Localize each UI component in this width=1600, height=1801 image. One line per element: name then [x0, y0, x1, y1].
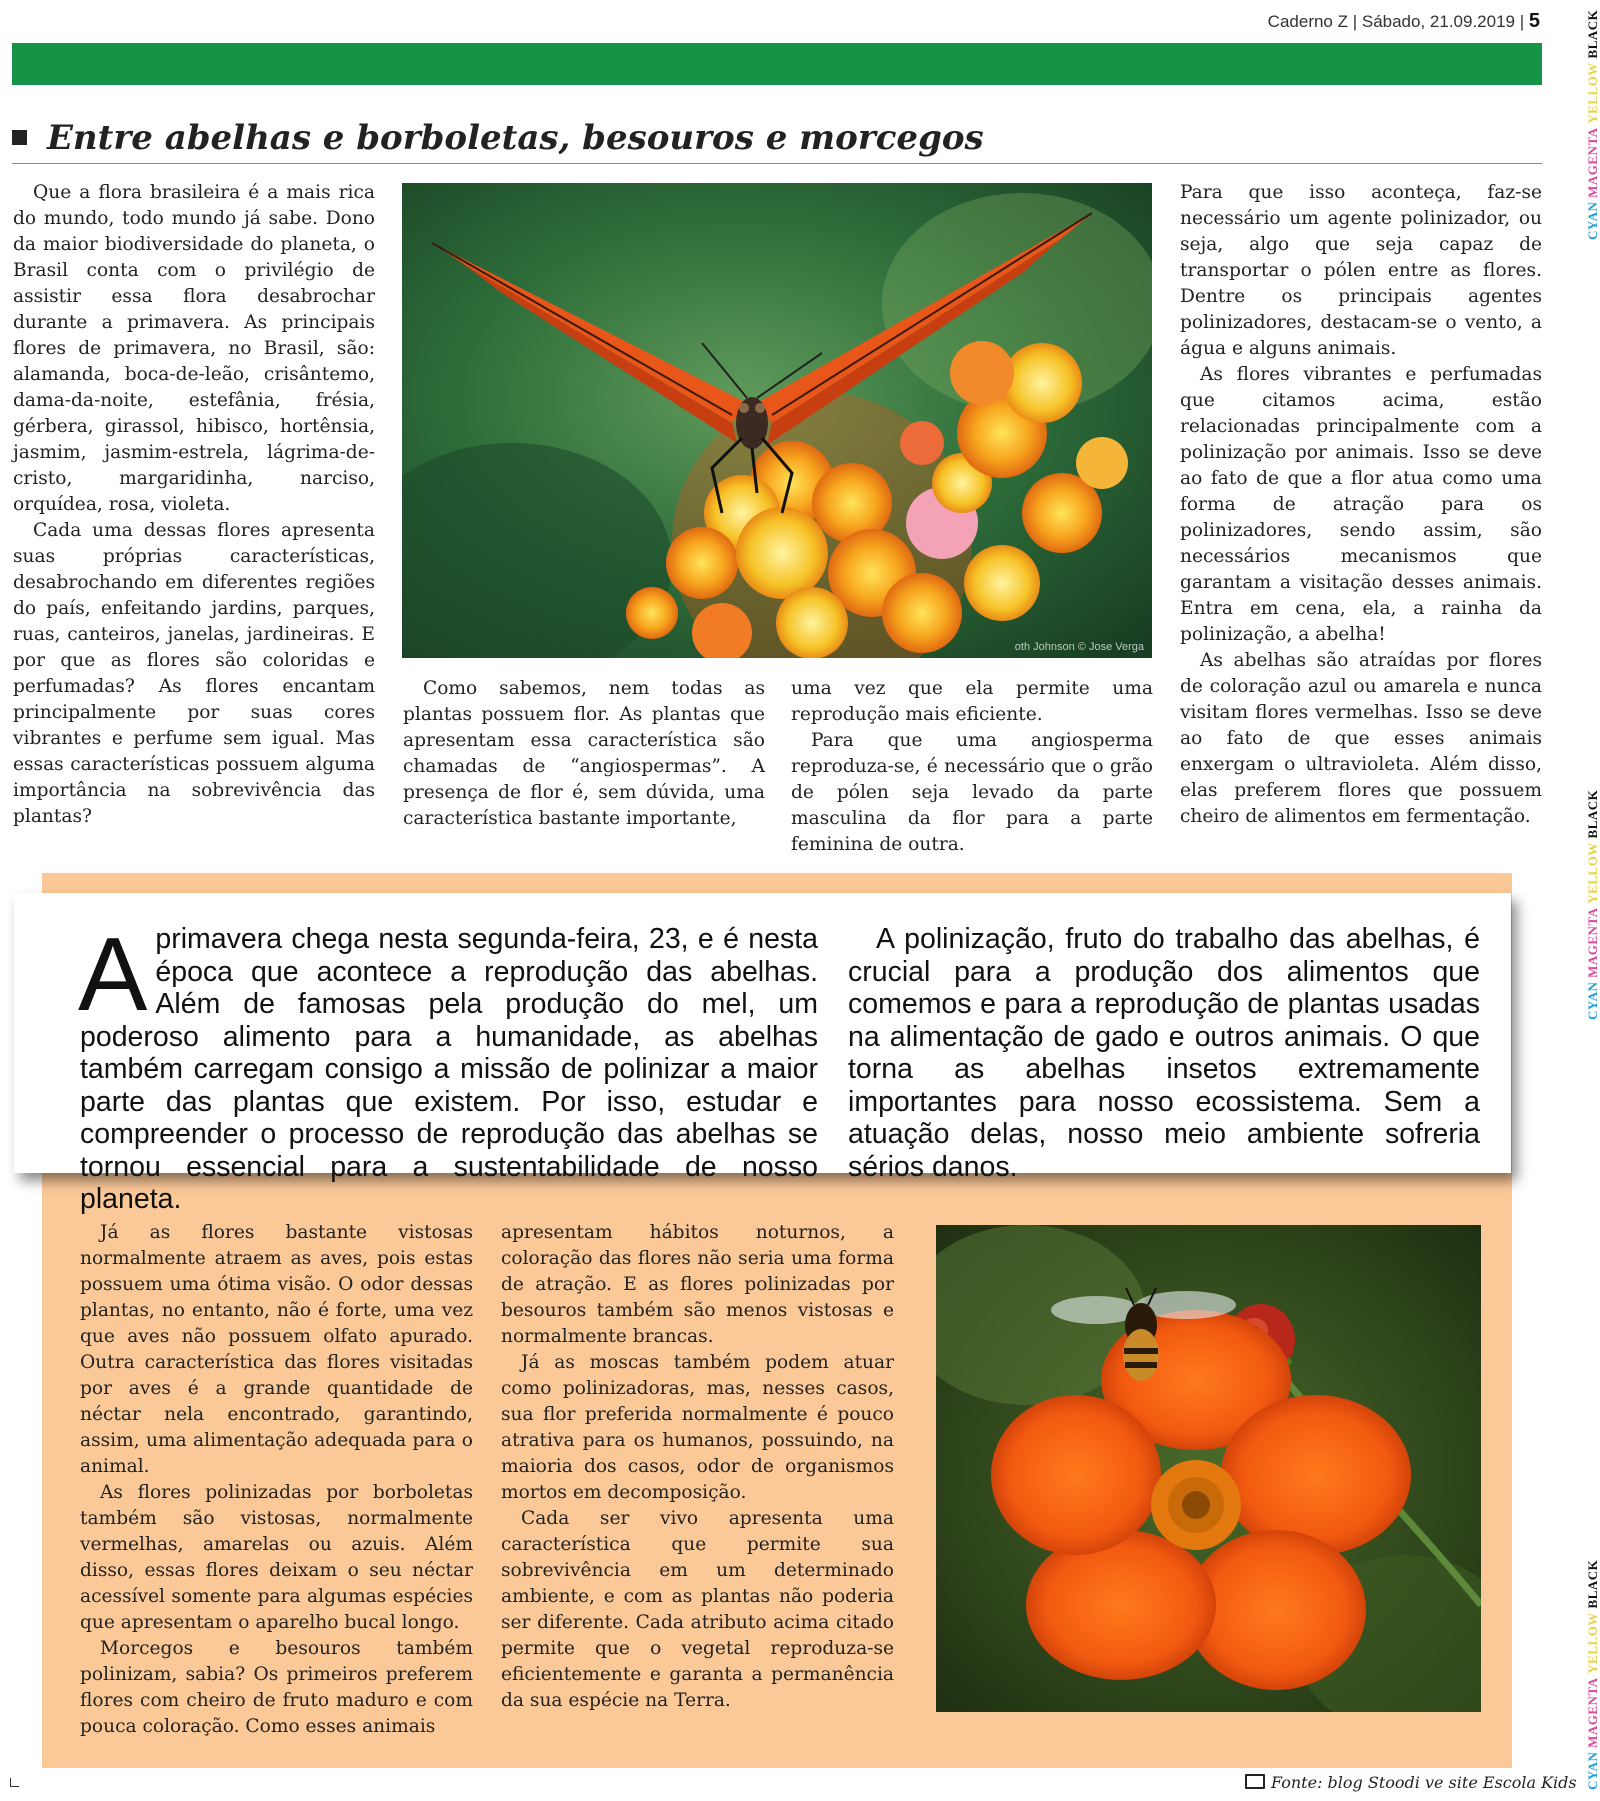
paragraph: As flores polinizadas por borboletas também são vistosas, normalmente vermelhas, amarelas ou azuis. Além disso, essas flores deixam o seu néctar acessível somente para algumas espécies que apresentam o aparelho bucal longo.	[80, 1482, 473, 1633]
butterfly-image	[402, 183, 1152, 658]
cmyk-color-mark: CYAN MAGENTA YELLOW BLACK	[1585, 9, 1600, 240]
headline	[12, 118, 1542, 158]
article-column-1	[13, 180, 375, 830]
headline-text: Entre abelhas e borboletas, besouros e morcegos	[47, 118, 984, 158]
source-text: Fonte: blog Stoodi ve site Escola Kids	[1271, 1773, 1577, 1792]
paragraph: Para que uma angiosperma reproduza-se, é necessário que o grão de pólen seja levado da parte masculina da flor para a parte feminina de outra.	[791, 730, 1153, 855]
intro-text-left	[78, 917, 818, 1216]
cmyk-color-mark: CYAN MAGENTA YELLOW BLACK	[1585, 1559, 1600, 1790]
paragraph: Cada uma dessas flores apresenta suas próprias características, desabrochando em diferentes regiões do país, enfeitando jardins, parques, ruas, canteiros, janelas, jardineiras. E por que as flores são coloridas e perfumadas? As flores encantam principalmente por suas cores vibrantes e perfume sem igual. Mas essas características possuem alguma importância na sobrevivência das plantas?	[13, 520, 375, 827]
intro-text-right	[848, 923, 1480, 1183]
crop-mark	[10, 1778, 19, 1787]
cmyk-color-mark: CYAN MAGENTA YELLOW BLACK	[1585, 789, 1600, 1020]
section-date: Caderno Z | Sábado, 21.09.2019 |	[1267, 12, 1525, 31]
paragraph: As abelhas são atraídas por flores de coloração azul ou amarela e nunca visitam flores vermelhas. Isso se deve ao fato de que esses animais enxergam o ultravioleta. Além disso, elas preferem flores que possuem cheiro de alimentos em fermentação.	[1180, 650, 1542, 827]
article-column-4	[1180, 180, 1542, 830]
paragraph: As flores vibrantes e perfumadas que citamos acima, estão relacionadas principalmente com a polinização por animais. Isso se deve ao fato de que a flor atua como uma forma de atração para os polinizadores, sendo assim, são necessários mecanismos que garantam a visitação desses animais. Entra em cena, ela, a rainha da polinização, a abelha!	[1180, 364, 1542, 645]
green-banner-bar	[12, 43, 1542, 85]
article-column-3	[791, 676, 1153, 858]
article-column-6	[501, 1220, 894, 1714]
paragraph: Como sabemos, nem todas as plantas possuem flor. As plantas que apresentam essa característica são chamadas de “angiospermas”. A presença de flor é, sem dúvida, uma característica bastante importante,	[403, 678, 765, 829]
paragraph: Já as flores bastante vistosas normalmente atraem as aves, pois estas possuem uma ótima visão. O odor dessas plantas, no entanto, não é forte, uma vez que aves não possuem olfato apurado. Outra característica das flores visitadas por aves é a grande quantidade de néctar nela encontrado, garantindo, assim, uma alimentação adequada para o animal.	[80, 1222, 473, 1477]
source-footer	[1245, 1773, 1577, 1792]
bee-photo	[936, 1225, 1481, 1712]
article-column-2	[403, 676, 765, 832]
page-header	[1200, 10, 1540, 33]
paragraph: Que a flora brasileira é a mais rica do mundo, todo mundo já sabe. Dono da maior biodiversidade do planeta, o Brasil conta com o privilégio de assistir essa flora desabrochar durante a primavera. As principais flores de primavera, no Brasil, são: alamanda, boca-de-leão, crisântemo, dama-da-noite, estefânia, frésia, gérbera, girassol, hibisco, hortênsia, jasmim, jasmim-estrela, lágrima-de-cristo, margaridinha, narciso, orquídea, rosa, violeta.	[13, 182, 375, 515]
paragraph: Já as moscas também podem atuar como polinizadoras, mas, nesses casos, sua flor preferida normalmente é pouco atrativa para os humanos, possuindo, na maioria dos casos, odor de organismos mortos em decomposição.	[501, 1352, 894, 1503]
monitor-icon	[1245, 1774, 1265, 1789]
paragraph: uma vez que ela permite uma reprodução mais eficiente.	[791, 678, 1153, 725]
headline-rule	[12, 163, 1542, 164]
page-number: 5	[1528, 10, 1540, 32]
paragraph: Para que isso aconteça, faz-se necessário um agente polinizador, ou seja, algo que seja capaz de transportar o pólen entre as flores. Dentre os principais agentes polinizadores, destacam-se o vento, a água e alguns animais.	[1180, 182, 1542, 359]
article-column-5	[80, 1220, 473, 1740]
square-bullet-icon	[12, 130, 27, 145]
butterfly-photo	[402, 183, 1152, 658]
photo-credit: oth Johnson © Jose Verga	[1014, 641, 1144, 653]
intro-right-text: A polinização, fruto do trabalho das abelhas, é crucial para a produção dos alimentos que comemos e para a reprodução de plantas usadas na alimentação de gado e outros animais. O que torna as abelhas insetos extremamente importantes para nosso ecossistema. Sem a atuação delas, nosso meio ambiente sofreria sérios danos.	[848, 923, 1480, 1183]
intro-left-text: primavera chega nesta segunda-feira, 23, e é nesta época que acontece a reprodução das abelhas. Além de famosas pela produção do mel, um poderoso alimento para a humanidade, as abelhas também carregam consigo a missão de polinizar a maior parte das plantas que existem. Por isso, estudar e compreender o processo de reprodução das abelhas se tornou essencial para a sustentabilidade de nosso planeta.	[80, 923, 818, 1215]
drop-cap: A	[78, 917, 148, 1033]
bee-flower-image	[936, 1225, 1481, 1712]
paragraph: apresentam hábitos noturnos, a coloração das flores não seria uma forma de atração. E as flores polinizadas por besouros também são menos vistosas e normalmente brancas.	[501, 1222, 894, 1347]
paragraph: Morcegos e besouros também polinizam, sabia? Os primeiros preferem flores com cheiro de fruto maduro e com pouca coloração. Como esses animais	[80, 1638, 473, 1737]
paragraph: Cada ser vivo apresenta uma característica que permite sua sobrevivência em um determinado ambiente, e com as plantas não poderia ser diferente. Cada atributo acima citado permite que o vegetal reproduza-se eficientemente e garanta a permanência da sua espécie na Terra.	[501, 1508, 894, 1711]
